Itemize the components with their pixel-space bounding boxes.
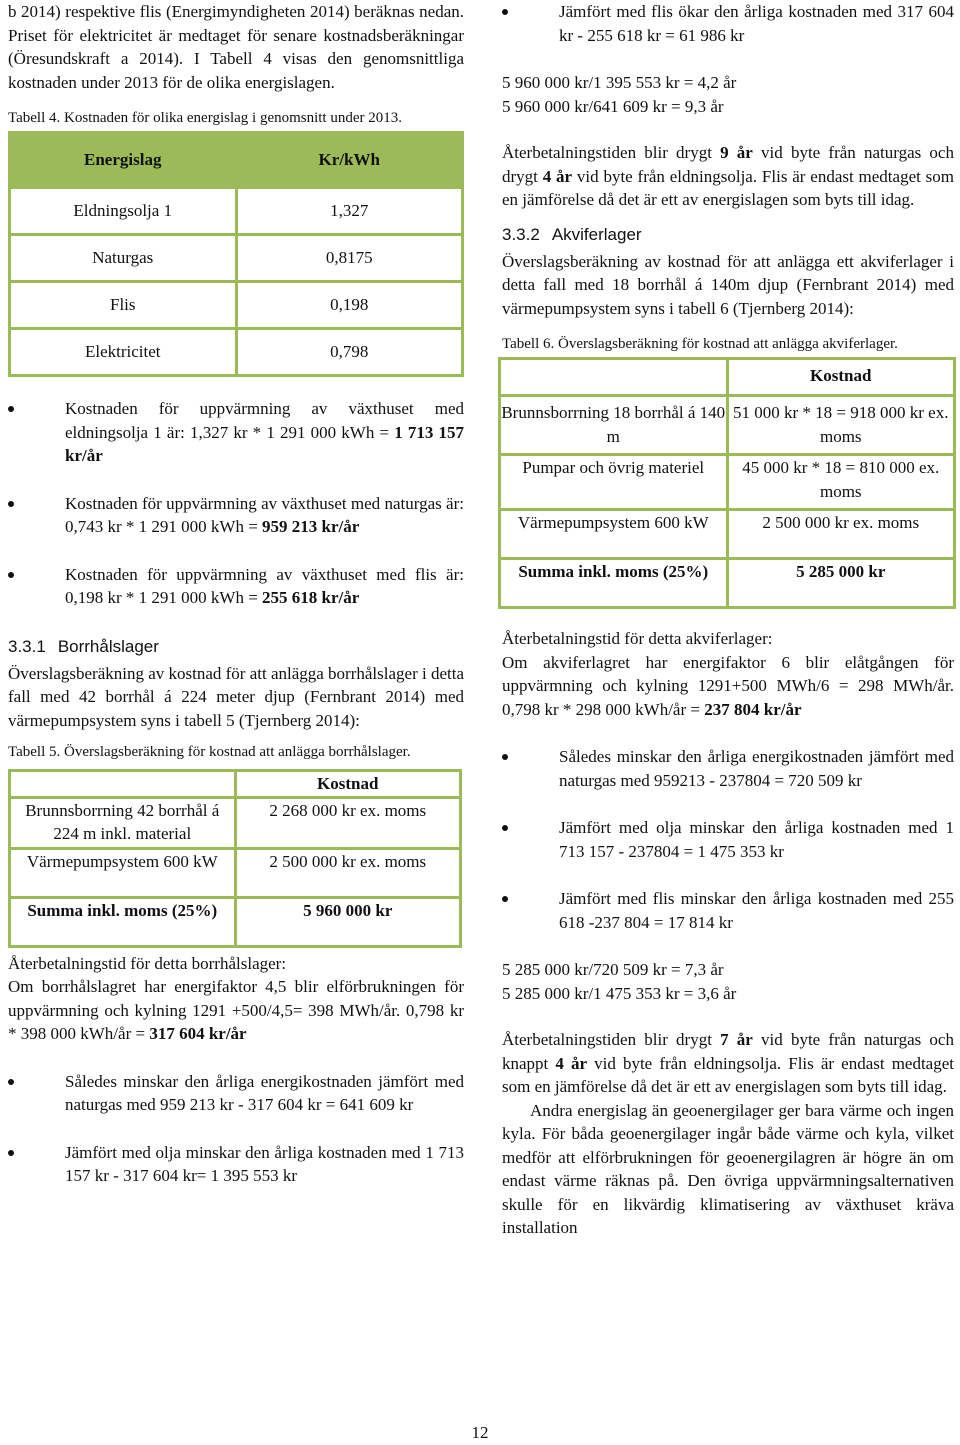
list-item: Jämfört med flis minskar den årliga kostnaden med 255 618 -237 804 = 17 814 kr xyxy=(502,887,954,934)
table5-cell-value: 5 960 000 kr xyxy=(235,897,461,946)
table5-cell-label: Brunnsborrning 42 borrhål á 224 m inkl. material xyxy=(10,797,236,848)
table5-caption: Tabell 5. Överslagsberäkning för kostnad att anlägga borrhålslager. xyxy=(8,744,411,760)
list-item: Kostnaden för uppvärmning av växthuset med flis är: 0,198 kr * 1 291 000 kWh = 255 618 kr/år xyxy=(8,563,464,610)
table-row xyxy=(500,455,955,510)
table4-cell-value: 0,198 xyxy=(236,282,463,329)
intro-paragraph: b 2014) respektive flis (Energimyndigheten 2014) beräknas nedan. Priset för elektricitet är medtaget för senare kostnadsberäkningar (Öresundskraft a 2014). I Tabell 4 visas den genomsnittliga kostnaden under 2013 för de olika energislagen. xyxy=(8,2,464,92)
table6-cell-value: 2 500 000 kr ex. moms xyxy=(727,510,955,559)
table-row xyxy=(500,396,955,455)
table-row xyxy=(10,797,461,848)
table-row xyxy=(10,329,463,376)
table5 xyxy=(8,769,462,948)
table6-caption: Tabell 6. Överslagsberäkning för kostnad att anlägga akviferlager. xyxy=(502,336,898,352)
right-column xyxy=(502,0,954,1240)
table4-cell-value: 0,8175 xyxy=(236,235,463,282)
table4-cell-label: Naturgas xyxy=(10,235,237,282)
table-row xyxy=(10,188,463,235)
final-paragraph: Andra energislag än geoenergilager ger bara värme och ingen kyla. För båda geoenergilager ingår både värme och kyla, vilket medför att elförbrukningen för geoenergilagren är högre än om endast värme räknas på. Den övriga uppvärmningsalternativen skulle för en likvärdig klimatisering av växthuset kräva installation xyxy=(502,1100,954,1237)
calc-line: 5 960 000 kr/1 395 553 kr = 4,2 år xyxy=(502,73,737,92)
table4 xyxy=(8,131,464,377)
table-row xyxy=(10,848,461,897)
list-item: Således minskar den årliga energikostnaden jämfört med naturgas med 959 213 kr - 317 604 kr = 641 609 kr xyxy=(8,1070,464,1117)
list-item: Jämfört med olja minskar den årliga kostnaden med 1 713 157 - 237804 = 1 475 353 kr xyxy=(502,816,954,863)
table-row xyxy=(500,559,955,608)
table6-header-row xyxy=(500,359,955,396)
table-row xyxy=(500,510,955,559)
payback-text: Om akviferlagret har energifaktor 6 blir elåtgången för uppvärmning och kylning 1291+500 MWh/6 = 298 MWh/år. 0,798 kr * 298 000 kWh/år = 237 804 kr/år xyxy=(502,652,954,719)
table6-cell-label: Värmepumpsystem 600 kW xyxy=(500,510,728,559)
table4-caption: Tabell 4. Kostnaden för olika energislag i genomsnitt under 2013. xyxy=(8,110,403,126)
table5-header-kostnad: Kostnad xyxy=(235,771,461,798)
table6-header-kostnad: Kostnad xyxy=(727,359,955,396)
table4-cell-value: 1,327 xyxy=(236,188,463,235)
payback-paragraph: Återbetalningstiden blir drygt 9 år vid byte från naturgas och drygt 4 år vid byte från eldningsolja. Flis är endast medtaget som en jämförelse då det är ett av energislagen som byts till idag. xyxy=(502,143,955,209)
table4-header-kr-kwh: Kr/kWh xyxy=(236,133,463,188)
table4-cell-label: Elektricitet xyxy=(10,329,237,376)
table-row xyxy=(10,897,461,946)
page-number: 12 xyxy=(471,1423,489,1442)
savings-bullets xyxy=(502,745,954,934)
calc-line: 5 285 000 kr/720 509 kr = 7,3 år xyxy=(502,960,724,979)
table5-cell-value: 2 268 000 kr ex. moms xyxy=(235,797,461,848)
table-row xyxy=(10,282,463,329)
section-heading-akviferlager: 3.3.2 Akviferlager xyxy=(502,224,642,244)
calc-line: 5 960 000 kr/641 609 kr = 9,3 år xyxy=(502,96,724,116)
table6-cell-label: Brunnsborrning 18 borrhål á 140 m xyxy=(500,396,728,455)
list-item: Således minskar den årliga energikostnaden jämfört med naturgas med 959213 - 237804 = 720 509 kr xyxy=(502,745,954,792)
table4-header-row xyxy=(10,133,463,188)
table6 xyxy=(498,357,956,609)
table6-empty-cell xyxy=(500,359,728,396)
table4-cell-label: Eldningsolja 1 xyxy=(10,188,237,235)
list-item: Kostnaden för uppvärmning av växthuset med naturgas är: 0,743 kr * 1 291 000 kWh = 959 213 kr/år xyxy=(8,492,464,539)
savings-bullets xyxy=(8,1070,464,1188)
section-heading-borrhalslager: 3.3.1 Borrhålslager xyxy=(8,636,159,656)
table5-cell-label: Värmepumpsystem 600 kW xyxy=(10,848,236,897)
table6-cell-value: 5 285 000 kr xyxy=(727,559,955,608)
table5-header-row xyxy=(10,771,461,798)
table4-cell-value: 0,798 xyxy=(236,329,463,376)
list-item: Jämfört med flis ökar den årliga kostnaden med 317 604 kr - 255 618 kr = 61 986 kr xyxy=(502,0,954,47)
list-item: Kostnaden för uppvärmning av växthuset med eldningsolja 1 är: 1,327 kr * 1 291 000 kWh = 1 713 157 kr/år xyxy=(8,397,464,468)
cost-bullets xyxy=(8,397,464,610)
table4-header-energislag: Energislag xyxy=(10,133,237,188)
table6-cell-value: 45 000 kr * 18 = 810 000 ex. moms xyxy=(727,455,955,510)
payback-title: Återbetalningstid för detta borrhålslager: xyxy=(8,953,287,973)
section-paragraph: Överslagsberäkning av kostnad för att anlägga ett akviferlager i detta fall med 18 borrhål á 140m djup (Fernbrant 2014) med värmepumpsystem syns i tabell 6 (Tjernberg 2014): xyxy=(502,251,954,318)
table5-cell-value: 2 500 000 kr ex. moms xyxy=(235,848,461,897)
flis-bullet xyxy=(502,0,954,47)
payback-text: Om borrhålslagret har energifaktor 4,5 blir elförbrukningen för uppvärmning och kylning 1291 +500/4,5= 398 MWh/år. 0,798 kr * 398 000 kWh/år = 317 604 kr/år xyxy=(8,977,464,1043)
calc-line: 5 285 000 kr/1 475 353 kr = 3,6 år xyxy=(502,983,737,1003)
table6-cell-label: Pumpar och övrig materiel xyxy=(500,455,728,510)
table5-empty-cell xyxy=(10,771,236,798)
table6-cell-label: Summa inkl. moms (25%) xyxy=(500,559,728,608)
table6-cell-value: 51 000 kr * 18 = 918 000 kr ex. moms xyxy=(727,396,955,455)
table-row xyxy=(10,235,463,282)
table5-cell-label: Summa inkl. moms (25%) xyxy=(10,897,236,946)
table4-cell-label: Flis xyxy=(10,282,237,329)
payback-title: Återbetalningstid för detta akviferlager: xyxy=(502,629,773,648)
payback-paragraph: Återbetalningstiden blir drygt 7 år vid byte från naturgas och knappt 4 år vid byte från eldningsolja. Flis är endast medtaget som en jämförelse då det är ett av energislagen som byts till idag. xyxy=(502,1030,954,1096)
left-column xyxy=(8,0,464,1188)
section-paragraph: Överslagsberäkning av kostnad för att anlägga borrhålslager i detta fall med 42 borrhål á 224 meter djup (Fernbrant 2014) med värmepumpsystem syns i tabell 5 (Tjernberg 2014): xyxy=(8,663,465,730)
list-item: Jämfört med olja minskar den årliga kostnaden med 1 713 157 kr - 317 604 kr= 1 395 553 kr xyxy=(8,1141,464,1188)
